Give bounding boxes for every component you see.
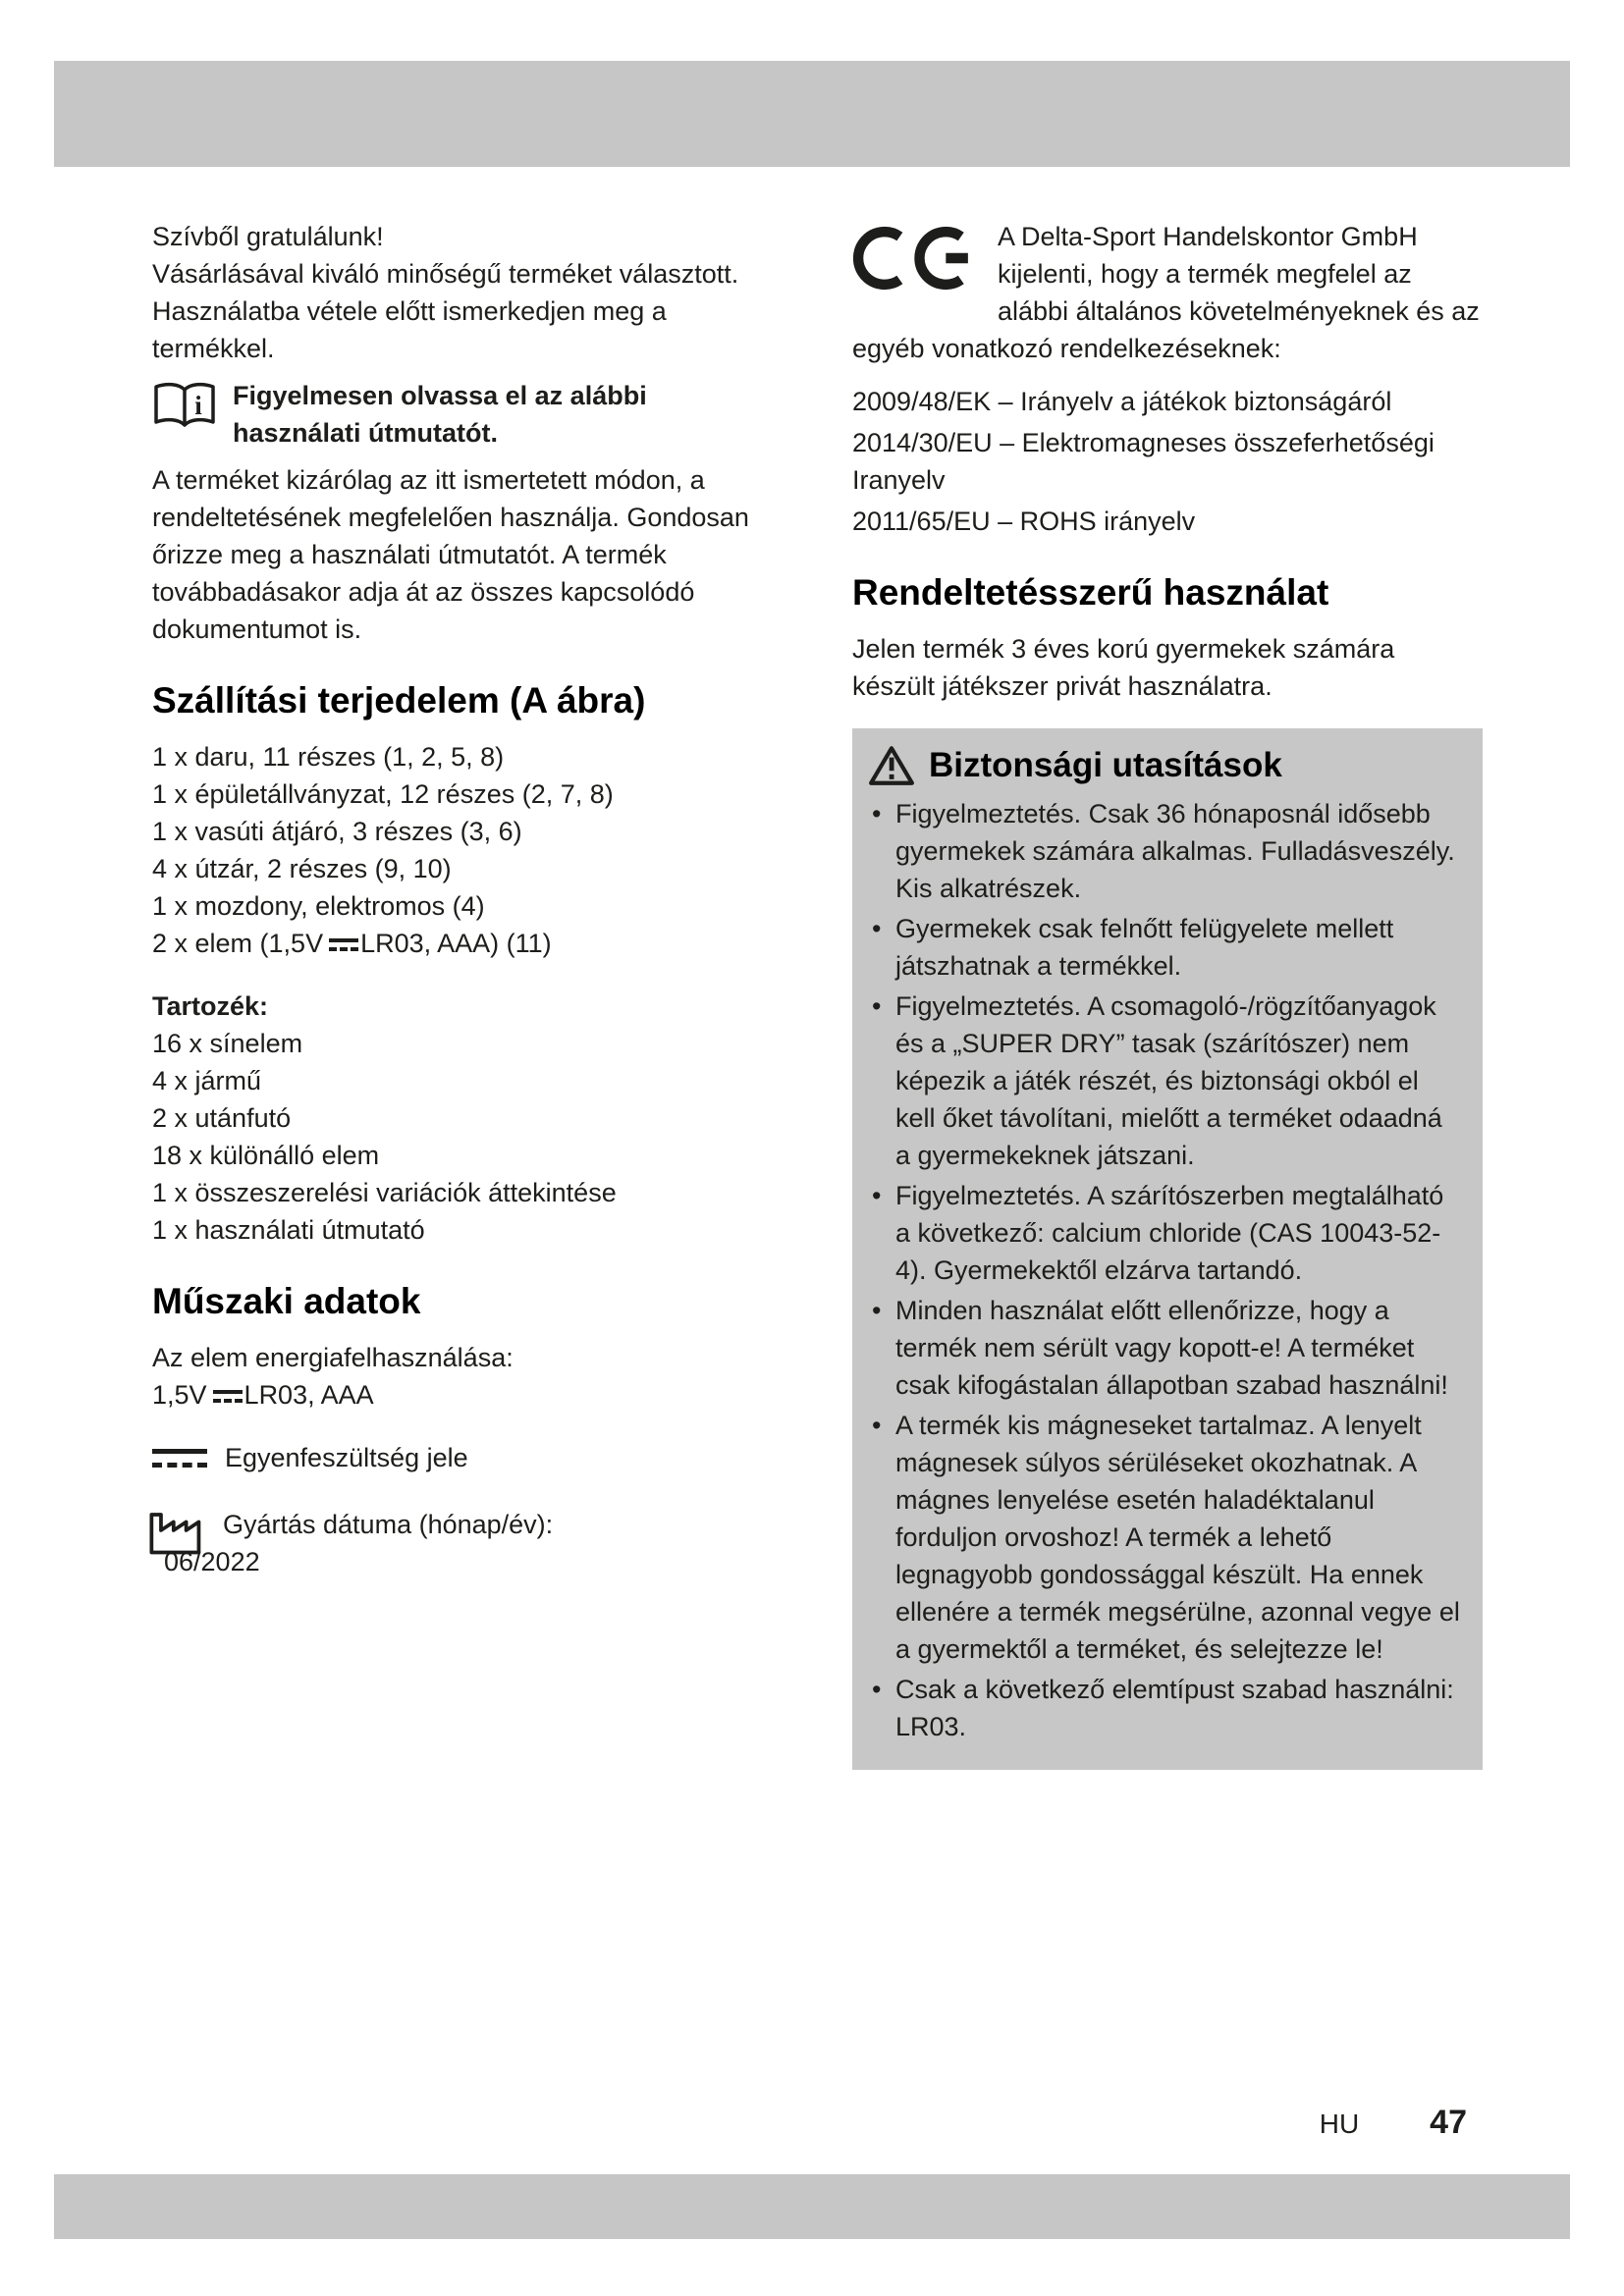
accessory-list-item: 16 x sínelem	[152, 1029, 303, 1058]
right-column	[852, 218, 1483, 1770]
accessories-heading: Tartozék:	[152, 991, 269, 1021]
dc-symbol-label: Egyenfeszültség jele	[225, 1443, 468, 1472]
accessories-list	[152, 1025, 761, 1249]
battery-item-suffix: LR03, AAA) (11)	[360, 929, 552, 958]
directive-item: 2009/48/EK – Irányelv a játékok biztonságáról	[852, 387, 1392, 416]
svg-text:i: i	[194, 391, 202, 420]
ce-mark-icon	[852, 220, 980, 306]
dc-symbol-row	[152, 1439, 761, 1476]
footer-bar	[54, 2174, 1570, 2239]
scope-list-item: 1 x daru, 11 részes (1, 2, 5, 8)	[152, 742, 505, 772]
safety-bullet	[868, 795, 1463, 907]
open-book-icon	[152, 377, 217, 440]
manufacture-date-label: Gyártás dátuma (hónap/év):	[223, 1510, 554, 1539]
battery-spec-prefix: 1,5V	[152, 1380, 207, 1410]
read-manual-note	[152, 377, 761, 452]
scope-list-item: 1 x mozdony, elektromos (4)	[152, 891, 485, 921]
safety-bullet-text: Gyermekek csak felnőtt felügyelete mellett játszhatnak a termékkel.	[895, 914, 1394, 981]
page-number: 47	[1430, 2104, 1467, 2141]
directive-item: 2011/65/EU – ROHS irányelv	[852, 507, 1196, 536]
safety-bullet-text: Minden használat előtt ellenőrizze, hogy a termék nem sérült vagy kopott-e! A terméket csak kifogástalan állapotban szabad használni!	[895, 1296, 1448, 1400]
greeting-text: Szívből gratulálunk!	[152, 222, 384, 251]
safety-heading-row	[868, 744, 1463, 787]
safety-bullet-text: Figyelmeztetés. Csak 36 hónaposnál idősebb gyermekek számára alkalmas. Fulladásveszély. Kis alkatrészek.	[895, 799, 1455, 903]
safety-bullet	[868, 1671, 1463, 1745]
safety-bullet-text: Csak a következő elemtípust szabad használni: LR03.	[895, 1675, 1454, 1741]
manufacture-date-value: 06/2022	[164, 1547, 260, 1576]
read-instruction-text: Figyelmesen olvassa el az alábbi használati útmutatót.	[233, 381, 647, 448]
usage-note-text: A terméket kizárólag az itt ismertetett módon, a rendeltetésének megfelelően használja. Gondosan őrizze meg a használati útmutatót. A termék továbbadásakor adja át az összes kapcsolódó dokumentumot is.	[152, 465, 749, 644]
safety-bullet	[868, 1407, 1463, 1668]
accessory-list-item: 18 x különálló elem	[152, 1141, 380, 1170]
header-bar	[54, 61, 1570, 167]
manufacture-date-block	[152, 1506, 761, 1592]
safety-bullet	[868, 1177, 1463, 1289]
scope-list-item: 1 x épületállványzat, 12 részes (2, 7, 8)	[152, 779, 614, 809]
safety-bullet-text: Figyelmeztetés. A szárítószerben megtalálható a következő: calcium chloride (CAS 10043-52-4). Gyermekektől elzárva tartandó.	[895, 1181, 1444, 1285]
battery-spec-suffix: LR03, AAA	[244, 1380, 374, 1410]
accessory-list-item: 4 x jármű	[152, 1066, 262, 1095]
accessory-list-item: 2 x utánfutó	[152, 1103, 292, 1133]
battery-consumption-label: Az elem energiafelhasználása:	[152, 1343, 514, 1372]
safety-instructions-box	[852, 728, 1483, 1770]
intro-text: Vásárlásával kiváló minőségű terméket választott. Használatba vétele előtt ismerkedjen meg a termékkel.	[152, 259, 739, 363]
accessory-list-item: 1 x összeszerelési variációk áttekintése	[152, 1178, 617, 1207]
directives-list	[852, 383, 1483, 540]
safety-bullet	[868, 988, 1463, 1174]
tech-data-heading: Műszaki adatok	[152, 1281, 421, 1321]
scope-list-item-battery	[152, 925, 761, 962]
accessory-list-item: 1 x használati útmutató	[152, 1215, 425, 1245]
ce-declaration-text: A Delta-Sport Handelskontor GmbH kijelenti, hogy a termék megfelel az alábbi általános követelményeknek és az egyéb vonatkozó rendelkezéseknek:	[852, 222, 1480, 363]
dc-voltage-icon	[213, 1390, 243, 1403]
left-column	[152, 218, 761, 1592]
safety-bullet-list	[868, 795, 1463, 1745]
scope-heading: Szállítási terjedelem (A ábra)	[152, 680, 646, 721]
safety-bullet	[868, 1292, 1463, 1404]
safety-bullet-text: Figyelmeztetés. A csomagoló-/rögzítőanyagok és a „SUPER DRY” tasak (szárítószer) nem képezik a játék részét, és biztonsági okból el kell őket távolítani, mielőtt a terméket odaadná a gyermekeknek játszani.	[895, 991, 1442, 1170]
dc-voltage-icon	[329, 938, 358, 951]
battery-item-prefix: 2 x elem (1,5V	[152, 929, 324, 958]
language-code: HU	[1319, 2109, 1360, 2139]
battery-spec-line	[152, 1376, 761, 1414]
scope-list-item: 4 x útzár, 2 részes (9, 10)	[152, 854, 452, 883]
page-footer	[1320, 2104, 1467, 2142]
directive-item: 2014/30/EU – Elektromagneses összeferhetőségi Iranyelv	[852, 428, 1435, 495]
intended-use-text: Jelen termék 3 éves korú gyermekek számára készült játékszer privát használatra.	[852, 634, 1395, 701]
safety-bullet-text: A termék kis mágneseket tartalmaz. A lenyelt mágnesek súlyos sérüléseket okozhatnak. A mágnes lenyelése esetén haladéktalanul forduljon orvoshoz! A termék a lehető legnagyobb gondossággal készült. Ha ennek ellenére a termék megsérülne, azonnal vegye el a gyermektől a terméket, és selejtezze le!	[895, 1411, 1460, 1664]
safety-bullet	[868, 910, 1463, 985]
factory-icon	[146, 1504, 207, 1557]
scope-list	[152, 738, 761, 962]
warning-triangle-icon	[868, 744, 915, 787]
scope-list-item: 1 x vasúti átjáró, 3 részes (3, 6)	[152, 817, 522, 846]
dc-voltage-icon	[152, 1449, 207, 1468]
ce-declaration-block	[852, 218, 1483, 367]
intended-use-heading: Rendeltetésszerű használat	[852, 572, 1329, 613]
safety-heading: Biztonsági utasítások	[929, 746, 1282, 784]
